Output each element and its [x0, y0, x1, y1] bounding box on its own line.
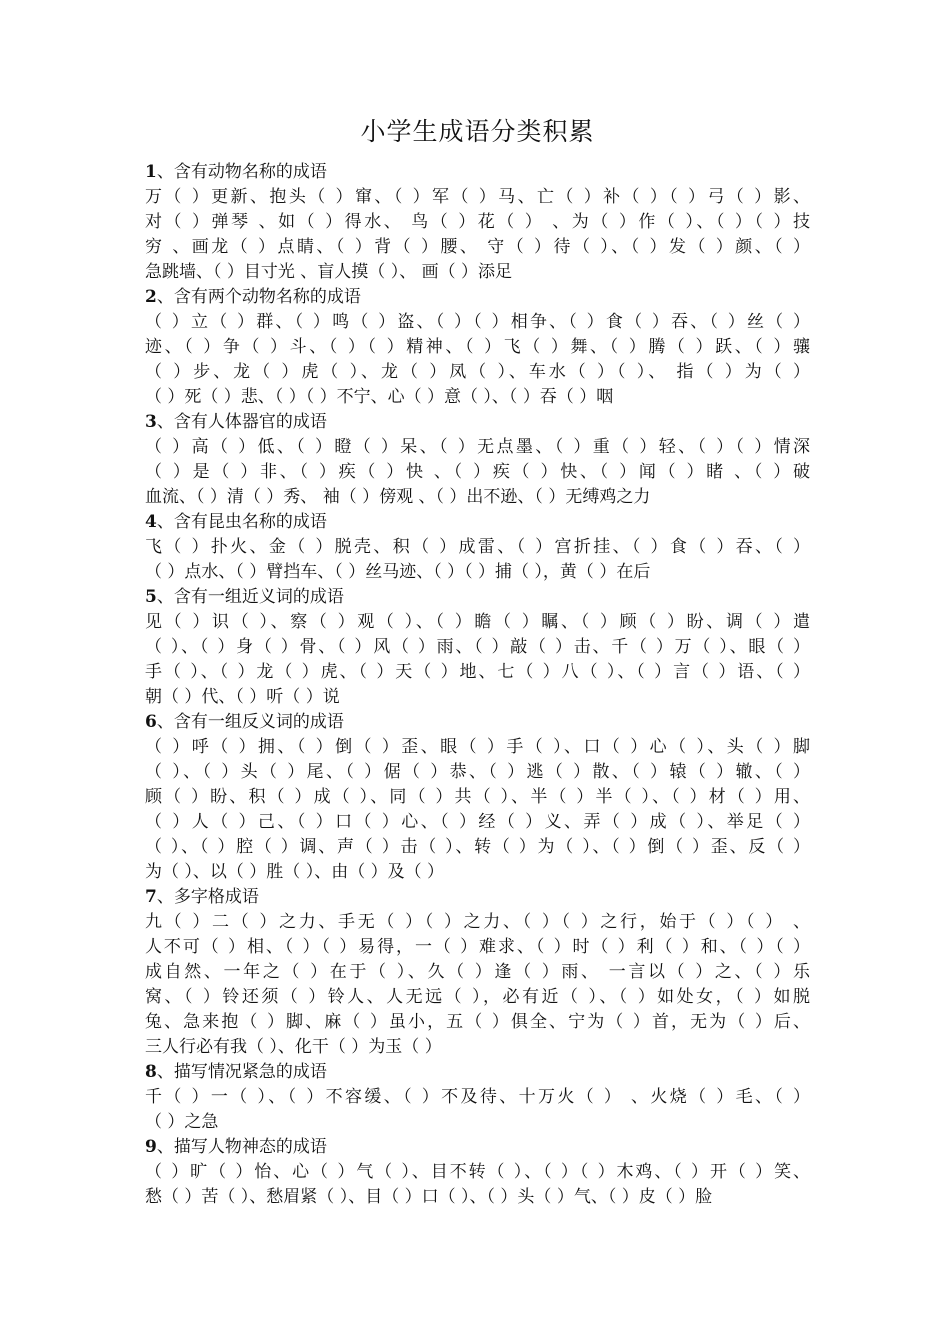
section-heading: [145, 510, 810, 535]
idiom-line: 九（ ）二（ ）之力、手无（ ）（ ）之力、（ ）（ ）之行，始于（ ）（ ） 、: [145, 912, 810, 932]
section-heading-text: 、含有一组近义词的成语: [156, 587, 344, 607]
section-heading: [145, 160, 810, 185]
idiom-line: 对（ ）弹琴 、如（ ）得水、 鸟（ ）花（ ） 、为（ ）作（ ）、（ ）（ ）技: [145, 212, 810, 232]
idiom-line: 三人行必有我（ ）、化干（ ）为玉（ ）: [145, 1037, 442, 1057]
section-heading-text: 、含有动物名称的成语: [156, 162, 327, 182]
idiom-sections: [145, 160, 810, 1210]
idiom-line: 迹、（ ）争（ ）斗、（ ）（ ）精神、（ ）飞（ ）舞、（ ）腾（ ）跃、（ ）骧: [145, 337, 810, 357]
section-heading-text: 、含有人体器官的成语: [156, 412, 327, 432]
section-7: [145, 885, 810, 1060]
section-number: 4: [145, 512, 157, 532]
idiom-line: （ ）人（ ）己、（ ）口（ ）心、（ ）经（ ）义、弄（ ）成（ ）、举足（ ）: [145, 812, 810, 832]
section-heading: [145, 410, 810, 435]
section-number: 8: [145, 1062, 157, 1082]
idiom-line: 见（ ）识（ ）、察（ ）观（ ）、（ ）瞻（ ）瞩、（ ）顾（ ）盼、调（ ）遣: [145, 612, 810, 632]
section-4: [145, 510, 810, 585]
idiom-line: 为（ ）、以（ ）胜（ ）、由（ ）及（ ）: [145, 862, 445, 882]
section-heading-text: 、含有昆虫名称的成语: [156, 512, 327, 532]
section-heading: [145, 1060, 810, 1085]
section-heading: [145, 710, 810, 735]
section-heading: [145, 585, 810, 610]
idiom-line: （ ）旷（ ）怡、心（ ）气（ ）、目不转（ ）、（ ）（ ）木鸡、（ ）开（ ）笑、: [145, 1162, 810, 1182]
section-heading-text: 、描写人物神态的成语: [156, 1137, 327, 1157]
document-page: [145, 112, 810, 1210]
idiom-line: 愁（ ）苦（ ）、愁眉紧（ ）、目（ ）口（ ）、（ ）头（ ）气、（ ）皮（ ）脸: [145, 1187, 713, 1207]
section-heading-text: 、描写情况紧急的成语: [156, 1062, 327, 1082]
idiom-line: （ ）立（ ）群、（ ）鸣（ ）盗、（ ）（ ）相争、（ ）食（ ）吞、（ ）丝（ ）: [145, 312, 810, 332]
idiom-line: 窝、（ ）铃还须（ ）铃人、人无远（ ），必有近（ ）、（ ）如处女，（ ）如脱: [145, 987, 810, 1007]
idiom-line: 朝（ ）代、（ ）听（ ）说: [145, 687, 340, 707]
idiom-line: （ ）死（ ）悲、（ ）（ ）不宁、心（ ）意（ ）、（ ）吞（ ）咽: [145, 387, 614, 407]
idiom-line: 飞（ ）扑火、金（ ）脱壳、积（ ）成雷、（ ）宫折挂、（ ）食（ ）吞、（ ）: [145, 537, 810, 557]
section-8: [145, 1060, 810, 1135]
section-3: [145, 410, 810, 510]
idiom-line: 成自然、一年之（ ）在于（ ）、久（ ）逢（ ）雨、 一言以（ ）之、（ ）乐: [145, 962, 810, 982]
idiom-line: （ ）、（ ）头（ ）尾、（ ）倨（ ）恭、（ ）逃（ ）散、（ ）辕（ ）辙、（ ）: [145, 762, 810, 782]
idiom-line: （ ）、（ ）腔（ ）调、声（ ）击（ ）、转（ ）为（ ）、（ ）倒（ ）歪、反（ ）: [145, 837, 810, 857]
idiom-line: 血流、（ ）清（ ）秀、 袖（ ）傍观 、（ ）出不逊、（ ）无缚鸡之力: [145, 487, 651, 507]
section-1: [145, 160, 810, 285]
section-heading-text: 、多字格成语: [156, 887, 259, 907]
page-title: 小学生成语分类积累: [360, 117, 595, 146]
idiom-line: 急跳墙、（ ）目寸光 、盲人摸（ ）、 画（ ）添足: [145, 262, 513, 282]
section-number: 7: [145, 887, 157, 907]
idiom-line: 万（ ）更新、抱头（ ）窜、（ ）军（ ）马、亡（ ）补（ ）（ ）弓（ ）影、: [145, 187, 810, 207]
section-heading: [145, 1135, 810, 1160]
idiom-line: 人不可（ ）相、（ ）（ ）易得，一（ ）难求、（ ）时（ ）利（ ）和、（ ）（ ）: [145, 937, 810, 957]
idiom-line: 兔、急来抱（ ）脚、麻（ ）虽小，五（ ）俱全、宁为（ ）首，无为（ ）后、: [145, 1012, 810, 1032]
section-9: [145, 1135, 810, 1210]
section-heading: [145, 285, 810, 310]
section-number: 2: [145, 287, 157, 307]
idiom-line: （ ）之急: [145, 1112, 219, 1132]
section-5: [145, 585, 810, 710]
section-number: 9: [145, 1137, 157, 1157]
section-number: 6: [145, 712, 157, 732]
idiom-line: （ ）呼（ ）拥、（ ）倒（ ）歪、眼（ ）手（ ）、口（ ）心（ ）、头（ ）脚: [145, 737, 810, 757]
idiom-line: 千（ ）一（ ）、（ ）不容缓、（ ）不及待、十万火（ ） 、火烧（ ）毛、（ ）: [145, 1087, 810, 1107]
idiom-line: （ ）、（ ）身（ ）骨、（ ）风（ ）雨、（ ）敲（ ）击、千（ ）万（ ）、眼（ ）: [145, 637, 810, 657]
idiom-line: （ ）步、龙（ ）虎（ ）、龙（ ）凤（ ）、车水（ ）（ ）、 指（ ）为（ ）: [145, 362, 810, 382]
section-number: 5: [145, 587, 157, 607]
section-heading-text: 、含有两个动物名称的成语: [156, 287, 361, 307]
section-heading: [145, 885, 810, 910]
idiom-line: （ ）是（ ）非、（ ）疾（ ）快 、（ ）疾（ ）快、（ ）闻（ ）睹 、（ ）破: [145, 462, 810, 482]
idiom-line: （ ）点水、（ ）臂挡车、（ ）丝马迹、（ ）（ ）捕（ ），黄（ ）在后: [145, 562, 651, 582]
idiom-line: 顾（ ）盼、积（ ）成（ ）、同（ ）共（ ）、半（ ）半（ ）、（ ）材（ ）用、: [145, 787, 810, 807]
idiom-line: （ ）高（ ）低、（ ）瞪（ ）呆、（ ）无点墨、（ ）重（ ）轻、（ ）（ ）情深: [145, 437, 810, 457]
section-6: [145, 710, 810, 885]
section-number: 3: [145, 412, 157, 432]
section-number: 1: [145, 162, 157, 182]
idiom-line: 穷 、画龙（ ）点睛、（ ）背（ ）腰、 守（ ）待（ ）、（ ）发（ ）颜、（ ）: [145, 237, 810, 257]
idiom-line: 手（ ）、（ ）龙（ ）虎、（ ）天（ ）地、七（ ）八（ ）、（ ）言（ ）语、（ ）: [145, 662, 810, 682]
section-heading-text: 、含有一组反义词的成语: [156, 712, 344, 732]
section-2: [145, 285, 810, 410]
